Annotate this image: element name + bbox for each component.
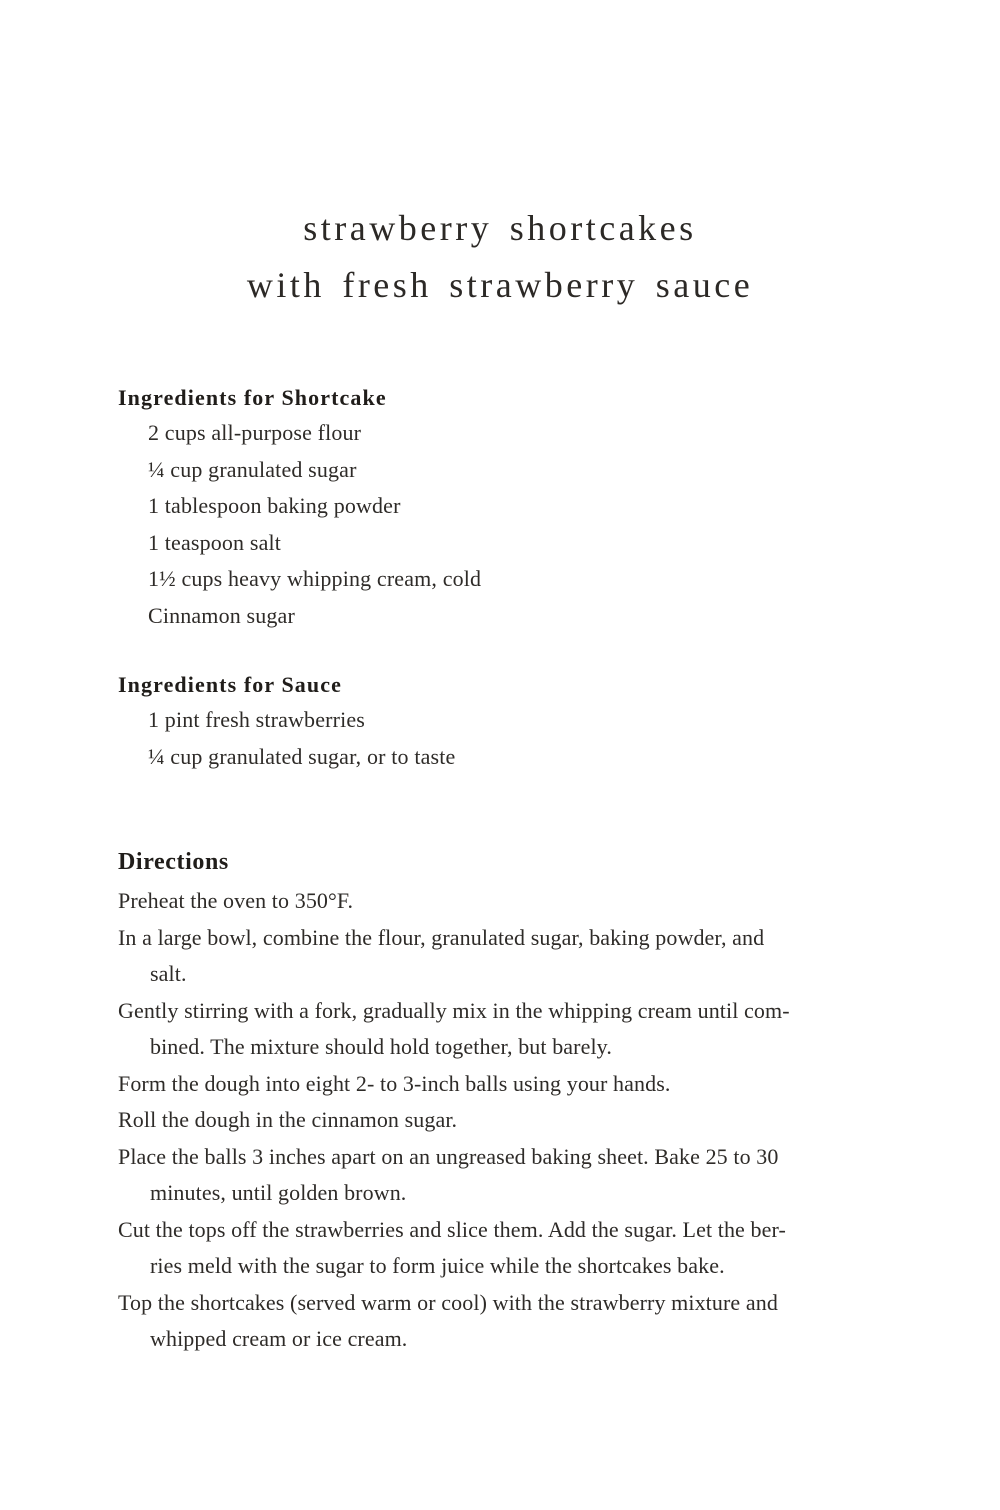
direction-step-line: Gently stirring with a fork, gradually mix in the whipping cream until com- xyxy=(118,997,790,1023)
direction-step-line: In a large bowl, combine the flour, granulated sugar, baking powder, and xyxy=(118,924,765,950)
direction-step-line: minutes, until golden brown. xyxy=(150,1180,407,1205)
direction-step xyxy=(118,993,880,1066)
shortcake-ingredients-section xyxy=(118,384,880,634)
ingredient-item: Cinnamon sugar xyxy=(148,602,295,628)
direction-step xyxy=(118,1139,880,1212)
shortcake-ingredients-list xyxy=(118,415,880,634)
ingredient-item: 1 tablespoon baking powder xyxy=(148,493,401,518)
direction-step xyxy=(118,1066,880,1103)
directions-steps-list xyxy=(118,883,880,1358)
directions-section xyxy=(118,845,880,1358)
recipe-title-line1: strawberry shortcakes xyxy=(303,208,697,248)
direction-step xyxy=(118,1285,880,1358)
directions-heading: Directions xyxy=(118,849,229,875)
sauce-ingredients-heading: Ingredients for Sauce xyxy=(118,672,342,697)
direction-step xyxy=(118,1102,880,1139)
direction-step-line: salt. xyxy=(150,961,187,986)
direction-step-line: Cut the tops off the strawberries and slice them. Add the sugar. Let the ber- xyxy=(118,1216,786,1242)
ingredient-item: ¼ cup granulated sugar, or to taste xyxy=(148,743,456,769)
direction-step xyxy=(118,883,880,920)
ingredient-item: 1 teaspoon salt xyxy=(148,529,282,555)
ingredient-item: 2 cups all-purpose flour xyxy=(148,420,362,445)
recipe-title xyxy=(0,0,1000,314)
direction-step xyxy=(118,920,880,993)
direction-step-line: Top the shortcakes (served warm or cool) with the strawberry mixture and xyxy=(118,1289,778,1315)
direction-step-line: Preheat the oven to 350°F. xyxy=(118,888,354,913)
direction-step-line: Form the dough into eight 2- to 3-inch balls using your hands. xyxy=(118,1070,671,1096)
recipe-title-line2: with fresh strawberry sauce xyxy=(246,265,754,305)
direction-step-line: Place the balls 3 inches apart on an ungreased baking sheet. Bake 25 to 30 xyxy=(118,1143,779,1169)
sauce-ingredients-section xyxy=(118,671,880,775)
sauce-ingredients-list xyxy=(118,702,880,775)
page-content xyxy=(118,384,880,1358)
direction-step xyxy=(118,1212,880,1285)
ingredient-item: 1½ cups heavy whipping cream, cold xyxy=(148,566,482,591)
ingredient-item: ¼ cup granulated sugar xyxy=(148,456,357,482)
ingredient-item: 1 pint fresh strawberries xyxy=(148,707,365,732)
direction-step-line: Roll the dough in the cinnamon sugar. xyxy=(118,1107,458,1132)
shortcake-ingredients-heading: Ingredients for Shortcake xyxy=(118,385,387,410)
direction-step-line: whipped cream or ice cream. xyxy=(150,1326,408,1351)
direction-step-line: bined. The mixture should hold together, but barely. xyxy=(150,1034,612,1059)
direction-step-line: ries meld with the sugar to form juice while the shortcakes bake. xyxy=(150,1253,725,1278)
